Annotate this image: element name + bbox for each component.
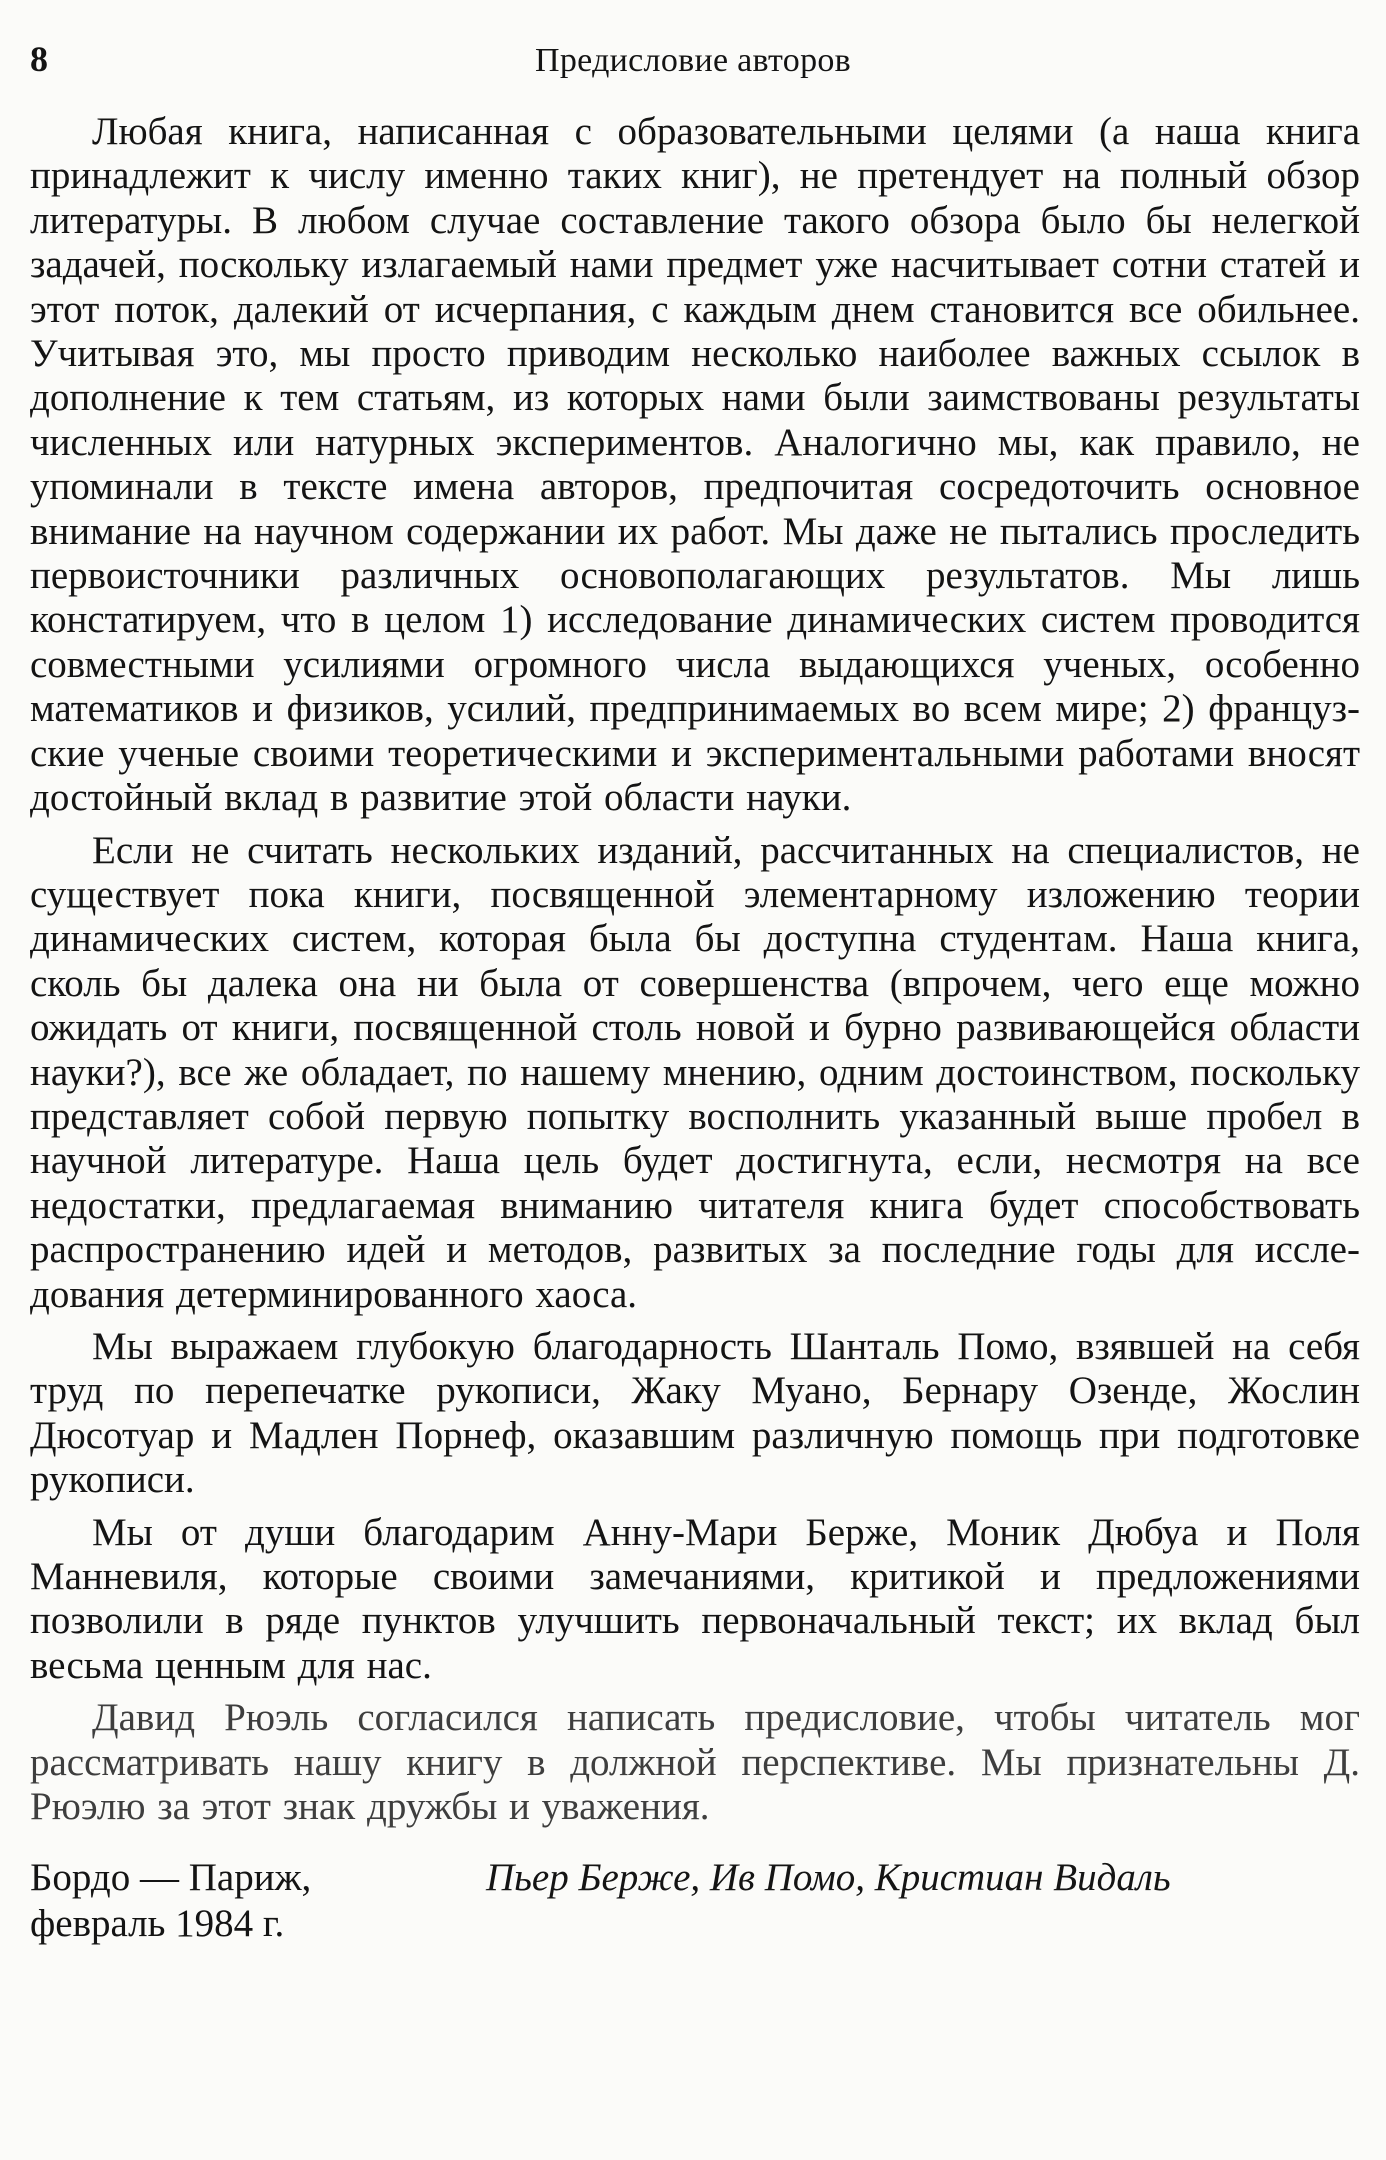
page-header: [0, 38, 1386, 88]
body-text: [30, 110, 1360, 1955]
paragraph-foreword: Давид Рюэль согласился написать предисловие, чтобы читатель мог рассматривать нашу книгу в должной перспективе. Мы признательны Д. Рюэлю за этот знак дружбы и уважения.: [30, 1696, 1360, 1829]
running-title: Предисловие авторов: [534, 42, 852, 79]
signature-block: [30, 1855, 1360, 1955]
page-number: 8: [30, 39, 48, 79]
paragraph-thanks-review: Мы от души благодарим Анну-Мари Берже, Моник Дюбуа и Поля Манневиля, которые своими замечаниями, критикой и предложениями позволили в ряде пунктов улучшить первоначальный текст; их вклад был весьма ценным для нас.: [30, 1510, 1360, 1687]
signature-authors: Пьер Берже, Ив Помо, Кристиан Видаль: [486, 1856, 1171, 1900]
paragraph-purpose: Если не считать нескольких изданий, рассчитанных на специалистов, не существует пока книги, посвященной элементарному изложению теории динамических систем, которая была бы доступна студентам. Наша книга, сколь бы далека она ни была от совершенства (впрочем, чего еще можно ожидать от книги, посвященной столь новой и бурно развивающейся области науки?), все же обладает, по нашему мнению, одним достоинством, поскольку представляет собой первую попытку восполнить указанный выше пробел в научной литературе. Наша цель будет достигнута, если, несмотря на все недостатки, предлагаемая вниманию читателя книга будет способствовать распространению идей и методов, развитых за последние годы для исследования детерминированного хаоса.: [30, 828, 1360, 1316]
signature-place: Бордо — Париж,: [30, 1856, 312, 1900]
paragraph-literature: Любая книга, написанная с образовательными целями (а наша книга принадлежит к числу именно таких книг), не претендует на полный обзор литературы. В любом случае составление такого обзора было бы нелегкой задачей, поскольку излагаемый нами предмет уже насчитывает сотни статей и этот поток, далекий от исчерпания, с каждым днем становится все обильнее. Учитывая это, мы просто приводим несколько наиболее важных ссылок в дополнение к тем статьям, из которых нами были заимствованы результаты численных или натурных экспериментов. Аналогично мы, как правило, не упоминали в тексте имена авторов, предпочитая сосредоточить основное внимание на научном содержании их работ. Мы даже не пытались проследить первоисточники различных основополагающих результатов. Мы лишь констатируем, что в целом 1) исследование динамических систем проводится совместными усилиями огромного числа выдающихся ученых, особенно математиков и физиков, усилий, предпринимаемых во всем мире; 2) французские ученые своими теоретическими и экспериментальными работами вносят достойный вклад в развитие этой области науки.: [30, 110, 1360, 820]
signature-date: февраль 1984 г.: [30, 1902, 285, 1946]
paragraph-thanks-typing: Мы выражаем глубокую благодарность Шанталь Помо, взявшей на себя труд по перепечатке рукописи, Жаку Муано, Бернару Озенде, Жослин Дюсотуар и Мадлен Порнеф, оказавшим различную помощь при подготовке рукописи.: [30, 1324, 1360, 1502]
